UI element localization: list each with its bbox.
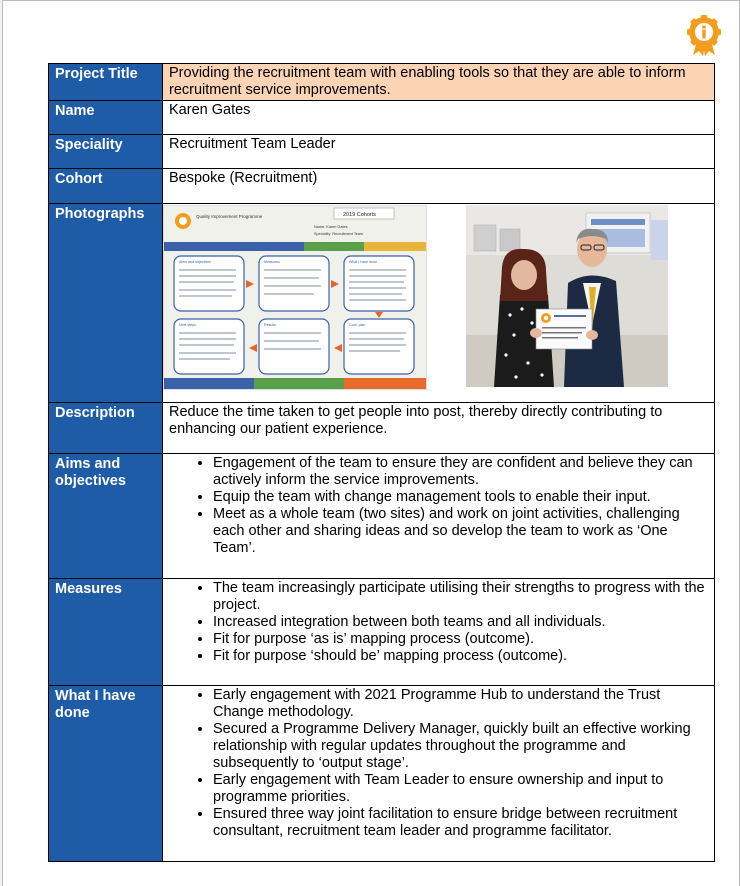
aims-list [169, 455, 708, 557]
value-description: Reduce the time taken to get people into post, thereby directly contributing to enhancing our patient experience. [163, 403, 715, 454]
quality-award-icon [687, 15, 721, 57]
award-photo [466, 205, 668, 387]
label-project-title: Project Title [49, 64, 163, 101]
value-cohort: Bespoke (Recruitment) [163, 169, 715, 204]
poster-box-measures: Measures [264, 260, 280, 264]
done-item: • Early engagement with 2021 Programme Hub to understand the Trust Change methodology. [213, 687, 708, 721]
poster-name-line: Name: Karen Gates [314, 225, 348, 229]
label-measures: Measures [49, 579, 163, 686]
done-item: • Early engagement with Team Leader to ensure ownership and input to programme priorities. [213, 772, 708, 806]
value-measures [163, 579, 715, 686]
value-name: Karen Gates [163, 101, 715, 135]
poster-cohort-tag: 2019 Cohorts [343, 212, 377, 218]
project-form-table [48, 63, 715, 862]
row-cohort [49, 169, 715, 204]
document-page [2, 0, 740, 886]
row-measures [49, 579, 715, 686]
done-item: • Secured a Programme Delivery Manager, quickly built an effective working relationship with regular updates throughout the programme and subsequently to ‘output stage’. [213, 721, 708, 772]
label-aims: Aims and objectives [49, 454, 163, 579]
poster-box-next: Next steps [179, 323, 196, 327]
measures-item: • Fit for purpose ‘as is’ mapping process (outcome). [213, 631, 708, 648]
label-speciality: Speciality [49, 135, 163, 169]
label-photographs: Photographs [49, 204, 163, 403]
row-what-i-have-done [49, 686, 715, 862]
label-description: Description [49, 403, 163, 454]
measures-item: • Fit for purpose ‘should be’ mapping process (outcome). [213, 648, 708, 665]
poster-heading: Quality Improvement Programme [196, 214, 263, 219]
label-what-i-have-done: What I have done [49, 686, 163, 862]
row-name [49, 101, 715, 135]
value-aims [163, 454, 715, 579]
measures-item: • The team increasingly participate utilising their strengths to progress with the project. [213, 580, 708, 614]
aims-item: • Engagement of the team to ensure they are confident and believe they can actively inform the service improvements. [213, 455, 708, 489]
poster-box-done: What I have done [349, 260, 378, 264]
poster-box-results: Results [264, 323, 276, 327]
value-what-i-have-done [163, 686, 715, 862]
photographs-cell [163, 204, 715, 403]
done-list [169, 687, 708, 840]
row-photographs [49, 204, 715, 403]
poster-speciality-line: Speciality: Recruitment Team [314, 232, 364, 236]
label-cohort: Cohort [49, 169, 163, 204]
poster-box-aims: Aims and objectives [179, 260, 211, 264]
row-aims [49, 454, 715, 579]
measures-list [169, 580, 708, 665]
row-description [49, 403, 715, 454]
measures-item: • Increased integration between both teams and all individuals. [213, 614, 708, 631]
aims-item: • Meet as a whole team (two sites) and work on joint activities, challenging each other and sharing ideas and so develop the team to work as ‘One Team’. [213, 506, 708, 557]
row-speciality [49, 135, 715, 169]
poster-box-cont: Cont. plan [349, 323, 366, 327]
poster-image [163, 205, 427, 390]
done-item: • Ensured three way joint facilitation to ensure bridge between recruitment consultant, recruitment team leader and programme facilitator. [213, 806, 708, 840]
aims-item: • Equip the team with change management tools to enable their input. [213, 489, 708, 506]
label-name: Name [49, 101, 163, 135]
value-speciality: Recruitment Team Leader [163, 135, 715, 169]
value-project-title: Providing the recruitment team with enabling tools so that they are able to inform recruitment service improvements. [163, 64, 715, 101]
row-project-title [49, 64, 715, 101]
